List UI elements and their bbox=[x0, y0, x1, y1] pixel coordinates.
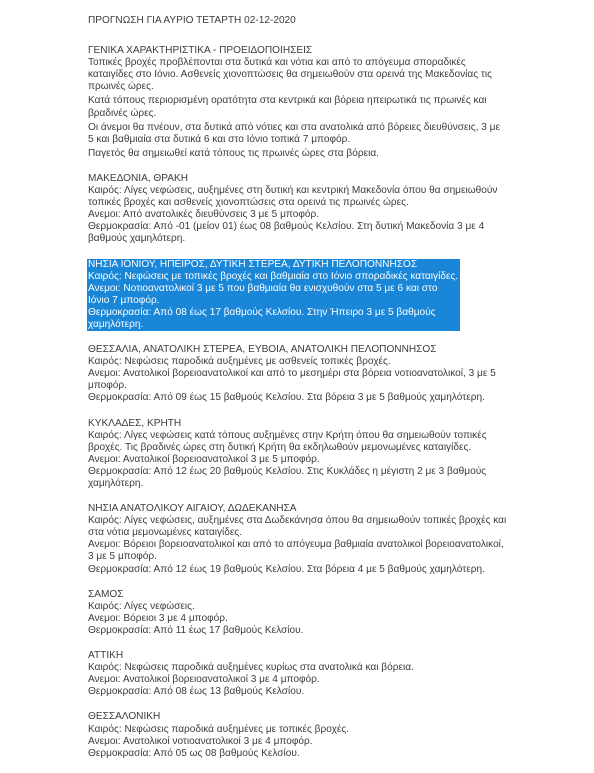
region-heading: ΚΥΚΛΑΔΕΣ, ΚΡΗΤΗ bbox=[88, 417, 182, 429]
region-line: Ανεμοι: Από ανατολικές διευθύνσεις 3 με 5 μποφόρ. bbox=[88, 209, 320, 221]
region-heading: ΑΤΤΙΚΗ bbox=[88, 650, 124, 662]
region-line: Καιρός: Λίγες νεφώσεις κατά τόπους αυξημένες στην Κρήτη όπου θα σημειωθούν τοπικές βροχές. Τις βραδινές ώρες στη δυτική Κρήτη θα εκδηλωθούν μεμονωμένες καταιγίδες. bbox=[88, 429, 487, 453]
region-line: Καιρός: Λίγες νεφώσεις, αυξημένες στη δυτική και κεντρική Μακεδονία όπου θα σημειωθούν τοπικές βροχές και ασθενείς χιονοπτώσεις στα ορεινά τις πρωινές ώρες. bbox=[88, 185, 498, 209]
region-line: Θερμοκρασία: Από 12 έως 19 βαθμούς Κελσίου. Στα βόρεια 4 με 5 βαθμούς χαμηλότερη. bbox=[88, 563, 485, 575]
region-section bbox=[88, 418, 508, 491]
region-line: Καιρός: Νεφώσεις παροδικά αυξημένες κυρίως στα ανατολικά και βόρεια. bbox=[88, 662, 414, 674]
region-line: Θερμοκρασία: Από 08 έως 17 βαθμούς Κελσίου. Στην Ήπειρο 3 με 5 βαθμούς χαμηλότερη. bbox=[88, 306, 436, 330]
region-line: Καιρός: Νεφώσεις με τοπικές βροχές και βαθμιαία στο Ιόνιο σποραδικές καταιγίδες. bbox=[88, 270, 459, 282]
regions-list bbox=[88, 173, 508, 760]
region-line: Ανεμοι: Βόρειοι βορειοανατολικοί και από το απόγευμα βαθμιαία ανατολικοί βορειοανατολικοί, 3 με 5 μποφόρ. bbox=[88, 539, 504, 563]
region-section bbox=[88, 344, 508, 404]
region-heading: ΜΑΚΕΔΟΝΙΑ, ΘΡΑΚΗ bbox=[88, 172, 189, 184]
region-heading: ΘΕΣΣΑΛΙΑ, ΑΝΑΤΟΛΙΚΗ ΣΤΕΡΕΑ, ΕΥΒΟΙΑ, ΑΝΑΤΟΛΙΚΗ ΠΕΛΟΠΟΝΝΗΣΟΣ bbox=[88, 344, 437, 356]
region-heading: ΣΑΜΟΣ bbox=[88, 588, 124, 600]
region-line: Θερμοκρασία: Από 08 έως 13 βαθμούς Κελσίου. bbox=[88, 686, 305, 698]
region-line: Ανεμοι: Ανατολικοί νοτιοανατολικοί 3 με 4 μποφόρ. bbox=[88, 735, 313, 747]
region-line: Καιρός: Λίγες νεφώσεις. bbox=[88, 600, 195, 612]
general-line: Τοπικές βροχές προβλέπονται στα δυτικά και νότια και από το απόγευμα σποραδικές καταιγίδες στο Ιόνιο. Ασθενείς χιονοπτώσεις θα σημειωθούν στα ορεινά της Μακεδονίας τις πρωινές ώρες. bbox=[88, 57, 492, 93]
region-section bbox=[87, 259, 460, 332]
region-line: Θερμοκρασία: Από -01 (μείον 01) έως 08 βαθμούς Κελσίου. Στη δυτική Μακεδονία 3 με 4 βαθμούς χαμηλότερη. bbox=[88, 221, 485, 245]
region-line: Καιρός: Νεφώσεις παροδικά αυξημένες με ασθενείς τοπικές βροχές. bbox=[88, 356, 391, 368]
page-title: ΠΡΟΓΝΩΣΗ ΓΙΑ ΑΥΡΙΟ ΤΕΤΑΡΤΗ 02-12-2020 bbox=[88, 15, 296, 26]
region-section bbox=[88, 503, 508, 576]
general-line: Οι άνεμοι θα πνέουν, στα δυτικά από νότιες και στα ανατολικά από βόρειες διευθύνσεις, 3 με 5 και βαθμιαία στα δυτικά 6 και στο Ιόνιο τοπικά 7 μποφόρ. bbox=[88, 121, 500, 145]
region-line: Ανεμοι: Βόρειοι 3 με 4 μποφόρ. bbox=[88, 612, 228, 624]
general-section bbox=[88, 45, 508, 160]
region-line: Ανεμοι: Ανατολικοί βορειοανατολικοί και από το μεσημέρι στα βόρεια νοτιοανατολικοί, 3 με 5 μποφόρ. bbox=[88, 368, 496, 392]
region-heading: ΝΗΣΙΑ ΑΝΑΤΟΛΙΚΟΥ ΑΙΓΑΙΟΥ, ΔΩΔΕΚΑΝΗΣΑ bbox=[88, 503, 297, 515]
region-line: Ανεμοι: Ανατολικοί βορειοανατολικοί 3 με 5 μποφόρ. bbox=[88, 453, 320, 465]
region-line: Θερμοκρασία: Από 09 έως 15 βαθμούς Κελσίου. Στα βόρεια 3 με 5 βαθμούς χαμηλότερη. bbox=[88, 392, 485, 404]
general-line: Παγετός θα σημειωθεί κατά τόπους τις πρωινές ώρες στα βόρεια. bbox=[88, 147, 379, 159]
region-line: Καιρός: Λίγες νεφώσεις, αυξημένες στα Δωδεκάνησα όπου θα σημειωθούν τοπικές βροχές και στα νότια μεμονωμένες καταιγίδες. bbox=[88, 515, 507, 539]
region-section bbox=[88, 711, 508, 759]
region-line: Καιρός: Νεφώσεις παροδικά αυξημένες με τοπικές βροχές. bbox=[88, 723, 350, 735]
region-line: Θερμοκρασία: Από 12 έως 20 βαθμούς Κελσίου. Στις Κυκλάδες η μέγιστη 2 με 3 βαθμούς χαμηλότερη. bbox=[88, 465, 487, 489]
region-line: Ανεμοι: Νοτιοανατολικοί 3 με 5 που βαθμιαία θα ενισχυθούν στα 5 με 6 και στο Ιόνιο 7 μποφόρ. bbox=[88, 282, 438, 306]
region-line: Ανεμοι: Ανατολικοί βορειοανατολικοί 3 με 4 μποφόρ. bbox=[88, 674, 320, 686]
region-section bbox=[88, 589, 508, 637]
region-line: Θερμοκρασία: Από 05 ως 08 βαθμούς Κελσίου. bbox=[88, 747, 300, 759]
region-line: Θερμοκρασία: Από 11 έως 17 βαθμούς Κελσίου. bbox=[88, 624, 304, 636]
section-heading: ΓΕΝΙΚΑ ΧΑΡΑΚΤΗΡΙΣΤΙΚΑ - ΠΡΟΕΙΔΟΠΟΙΗΣΕΙΣ bbox=[88, 45, 313, 57]
general-line: Κατά τόπους περιορισμένη ορατότητα στα κεντρικά και βόρεια ηπειρωτικά τις πρωινές και βραδινές ώρες. bbox=[88, 95, 487, 119]
region-section bbox=[88, 173, 508, 246]
region-section bbox=[88, 650, 508, 698]
region-heading: ΘΕΣΣΑΛΟΝΙΚΗ bbox=[88, 711, 161, 723]
region-heading: ΝΗΣΙΑ ΙΟΝΙΟΥ, ΗΠΕΙΡΟΣ, ΔΥΤΙΚΗ ΣΤΕΡΕΑ, ΔΥΤΙΚΗ ΠΕΛΟΠΟΝΝΗΣΟΣ bbox=[88, 258, 418, 270]
forecast-document bbox=[88, 15, 508, 773]
